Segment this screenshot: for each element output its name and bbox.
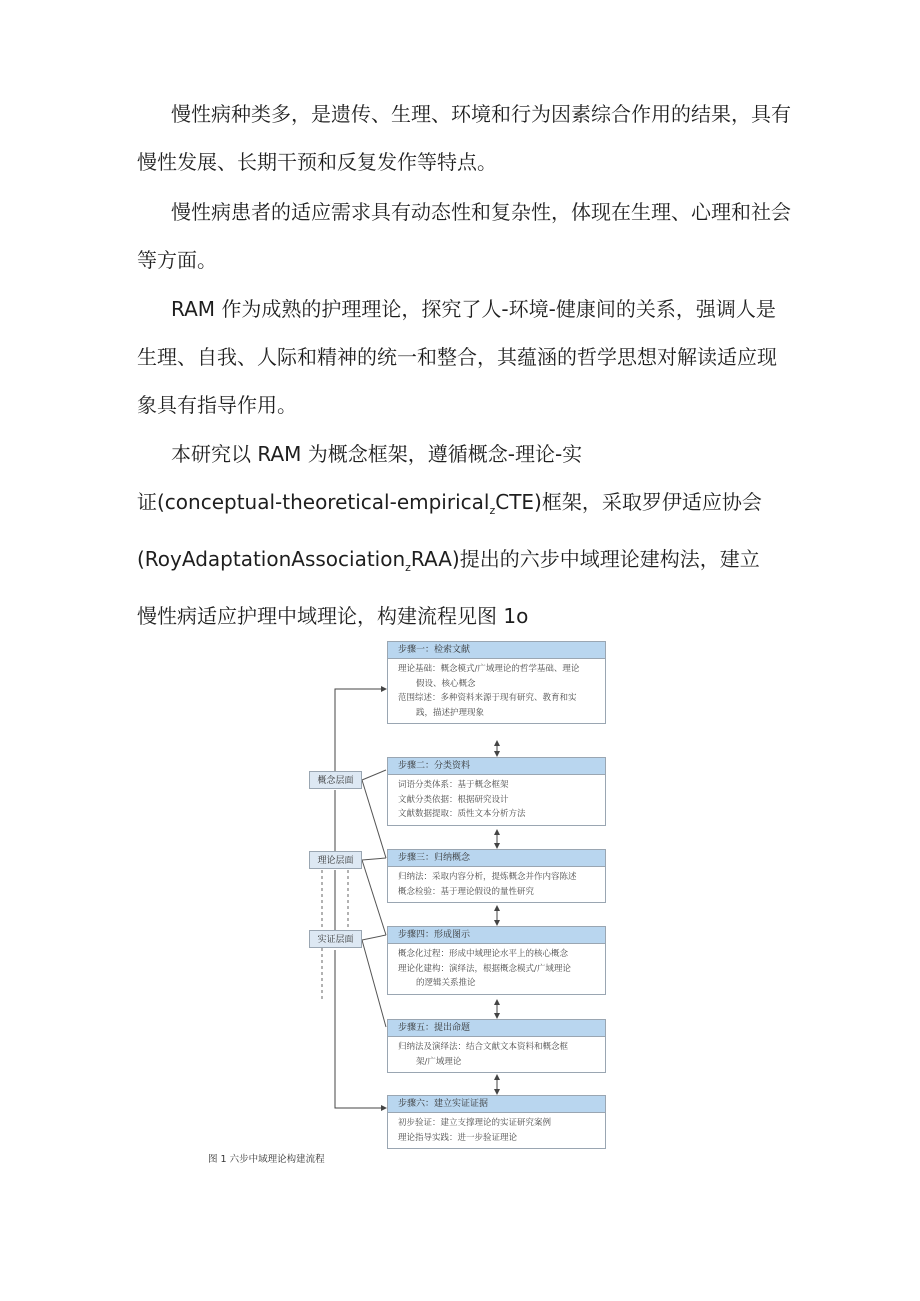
step-3-box — [387, 849, 606, 903]
paragraph-3-line-1: RAM 作为成熟的护理理论，探究了人-环境-健康间的关系，强调人是 — [171, 297, 776, 321]
step-3-row-2: 概念检验：基于理论假设的量性研究 — [398, 886, 535, 897]
step-3-body — [388, 867, 605, 902]
step-1-row-4: 践，描述护理现象 — [416, 707, 485, 718]
step-4-row-1: 概念化过程：形成中域理论水平上的核心概念 — [398, 949, 569, 959]
paragraph-4-line-2-text: 证(conceptual-theoretical-empirical — [137, 490, 490, 514]
step-1-row-2: 假设、核心概念 — [416, 678, 476, 689]
step-4-row-2: 理论化建构：演绎法，根据概念模式/广域理论 — [398, 963, 571, 974]
level-empirical: 实证层面 — [309, 930, 362, 948]
paragraph-4-line-3-sub: z — [405, 561, 411, 574]
paragraph-1-line-1: 慢性病种类多，是遗传、生理、环境和行为因素综合作用的结果，具有 — [171, 102, 791, 126]
level-concept: 概念层面 — [309, 771, 362, 789]
step-1-row-1: 理论基础：概念模式/广域理论的哲学基础、理论 — [398, 664, 580, 674]
step-4-box — [387, 926, 606, 995]
step-3-title: 步骤三：归纳概念 — [388, 850, 605, 867]
step-1-body — [388, 659, 605, 723]
paragraph-1-line-2: 慢性发展、长期干预和反复发作等特点。 — [137, 150, 497, 174]
paragraph-4-line-3-text: (RoyAdaptationAssociation — [137, 547, 406, 571]
step-2-row-2: 文献分类依据：根据研究设计 — [398, 794, 509, 805]
link-concept-step3 — [362, 780, 386, 858]
link-concept-step2 — [362, 770, 386, 780]
step-6-title: 步骤六：建立实证证据 — [388, 1096, 605, 1113]
step-1-title: 步骤一：检索文献 — [388, 642, 605, 659]
step-5-row-2: 架/广域理论 — [416, 1056, 462, 1067]
step-6-body — [388, 1113, 605, 1148]
paragraph-2-line-2: 等方面。 — [137, 248, 217, 272]
step-4-title: 步骤四：形成图示 — [388, 927, 605, 944]
paragraph-4-line-1: 本研究以 RAM 为概念框架，遵循概念-理论-实 — [171, 442, 583, 466]
loop-to-step1 — [335, 689, 386, 771]
step-6-row-1: 初步验证：建立支撑理论的实证研究案例 — [398, 1118, 552, 1128]
link-empirical-step5 — [362, 940, 386, 1027]
step-5-title: 步骤五：提出命题 — [388, 1020, 605, 1037]
paragraph-2-line-1: 慢性病患者的适应需求具有动态性和复杂性，体现在生理、心理和社会 — [171, 200, 791, 224]
step-3-row-1: 归纳法：采取内容分析，提炼概念并作内容陈述 — [398, 872, 577, 882]
paragraph-4-line-4: 慢性病适应护理中域理论，构建流程见图 1o — [137, 604, 529, 628]
step-1-box — [387, 641, 606, 724]
step-2-body — [388, 775, 605, 825]
step-5-row-1: 归纳法及演绎法：结合文献文本资料和概念框 — [398, 1042, 569, 1052]
step-5-box — [387, 1019, 606, 1073]
step-2-title: 步骤二：分类资料 — [388, 758, 605, 775]
step-4-body — [388, 944, 605, 994]
step-5-body — [388, 1037, 605, 1072]
link-theory-step4 — [362, 860, 386, 935]
step-4-row-3: 的逻辑关系推论 — [416, 978, 476, 988]
step-2-box — [387, 757, 606, 826]
step-1-row-3: 范围综述：多种资料来源于现有研究、教育和实 — [398, 693, 577, 703]
step-2-row-1: 词语分类体系：基于概念框架 — [398, 780, 509, 790]
paragraph-4-line-3-rest: RAA)提出的六步中域理论建构法，建立 — [410, 547, 760, 571]
paragraph-4-line-2-rest: CTE)框架，采取罗伊适应协会 — [495, 490, 762, 514]
paragraph-3-line-3: 象具有指导作用。 — [137, 393, 297, 417]
step-6-row-2: 理论指导实践：进一步验证理论 — [398, 1132, 518, 1143]
loop-to-step6 — [335, 950, 386, 1108]
step-2-row-3: 文献数据提取：质性文本分析方法 — [398, 809, 526, 819]
paragraph-4-line-2-sub: z — [489, 504, 496, 517]
paragraph-3-line-2: 生理、自我、人际和精神的统一和整合，其蕴涵的哲学思想对解读适应现 — [137, 345, 777, 369]
link-empirical-step4 — [362, 935, 386, 940]
level-theory: 理论层面 — [309, 851, 362, 869]
figure-caption: 图 1 六步中域理论构建流程 — [208, 1154, 325, 1165]
link-theory-step3 — [362, 858, 386, 860]
step-6-box — [387, 1095, 606, 1149]
